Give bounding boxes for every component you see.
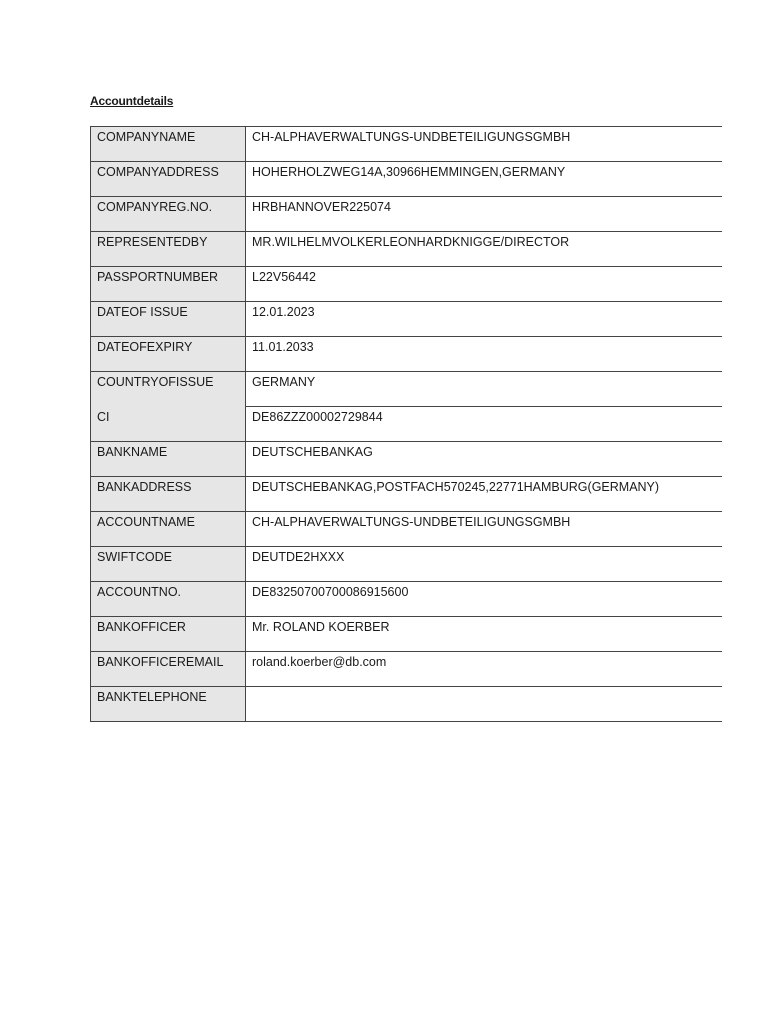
table-row [91, 477, 723, 512]
row-value-passport-number: L22V56442 [246, 267, 723, 302]
row-value-date-of-expiry: 11.01.2033 [246, 337, 723, 372]
row-value-bank-address: DEUTSCHEBANKAG,POSTFACH570245,22771HAMBURG(GERMANY) [246, 477, 723, 512]
table-row [91, 687, 723, 722]
row-label-company-address: COMPANYADDRESS [91, 162, 246, 197]
account-details-table [90, 126, 722, 722]
row-value-date-of-issue: 12.01.2023 [246, 302, 723, 337]
row-value-bank-name: DEUTSCHEBANKAG [246, 442, 723, 477]
row-value-bank-officer-email: roland.koerber@db.com [246, 652, 723, 687]
table-row [91, 372, 723, 407]
table-row [91, 547, 723, 582]
row-value-company-reg-no: HRBHANNOVER225074 [246, 197, 723, 232]
row-label-ci: CI [91, 407, 246, 442]
row-label-bank-address: BANKADDRESS [91, 477, 246, 512]
table-row [91, 302, 723, 337]
row-label-bank-officer-email: BANKOFFICEREMAIL [91, 652, 246, 687]
row-value-represented-by: MR.WILHELMVOLKERLEONHARDKNIGGE/DIRECTOR [246, 232, 723, 267]
row-value-account-name: CH-ALPHAVERWALTUNGS-UNDBETEILIGUNGSGMBH [246, 512, 723, 547]
table-row [91, 197, 723, 232]
table-row [91, 652, 723, 687]
row-label-date-of-expiry: DATEOFEXPIRY [91, 337, 246, 372]
row-label-swift-code: SWIFTCODE [91, 547, 246, 582]
row-label-account-no: ACCOUNTNO. [91, 582, 246, 617]
row-value-account-no: DE83250700700086915600 [246, 582, 723, 617]
row-label-date-of-issue: DATEOF ISSUE [91, 302, 246, 337]
row-label-bank-name: BANKNAME [91, 442, 246, 477]
table-row [91, 127, 723, 162]
row-value-company-name: CH-ALPHAVERWALTUNGS-UNDBETEILIGUNGSGMBH [246, 127, 723, 162]
row-value-bank-officer: Mr. ROLAND KOERBER [246, 617, 723, 652]
row-label-bank-officer: BANKOFFICER [91, 617, 246, 652]
document-title: Accountdetails [90, 94, 174, 108]
row-label-account-name: ACCOUNTNAME [91, 512, 246, 547]
row-label-bank-telephone: BANKTELEPHONE [91, 687, 246, 722]
table-row [91, 162, 723, 197]
table-row [91, 337, 723, 372]
table-row [91, 407, 723, 442]
row-label-company-name: COMPANYNAME [91, 127, 246, 162]
row-label-passport-number: PASSPORTNUMBER [91, 267, 246, 302]
table-row [91, 267, 723, 302]
table-row [91, 442, 723, 477]
row-label-country-of-issue: COUNTRYOFISSUE [91, 372, 246, 407]
row-value-ci: DE86ZZZ00002729844 [246, 407, 723, 442]
row-value-swift-code: DEUTDE2HXXX [246, 547, 723, 582]
table-row [91, 232, 723, 267]
table-row [91, 617, 723, 652]
row-label-represented-by: REPRESENTEDBY [91, 232, 246, 267]
row-value-bank-telephone [246, 687, 723, 722]
table-row [91, 512, 723, 547]
row-value-company-address: HOHERHOLZWEG14A,30966HEMMINGEN,GERMANY [246, 162, 723, 197]
row-value-country-of-issue: GERMANY [246, 372, 723, 407]
table-row [91, 582, 723, 617]
row-label-company-reg-no: COMPANYREG.NO. [91, 197, 246, 232]
